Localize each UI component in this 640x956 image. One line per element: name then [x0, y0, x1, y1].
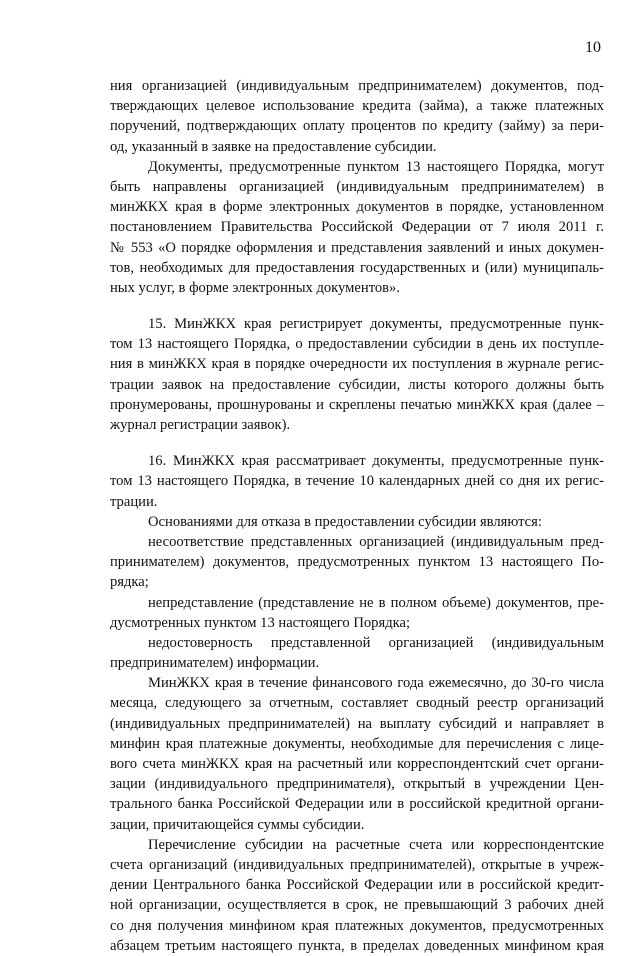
text-line: МинЖКХ края в течение финансового года ежемесячно, до 30-го числа — [148, 675, 604, 692]
text-line: вого счета минЖКХ края на расчетный или корреспондентский счет органи- — [110, 756, 604, 772]
paragraph-gap — [110, 298, 604, 314]
text-line: 16. МинЖКХ края рассматривает документы, предусмотренные пунк- — [148, 453, 604, 470]
text-line: трации. — [110, 493, 158, 510]
text-line: од, указанный в заявке на предоставление субсидии. — [110, 138, 437, 155]
text-line: зации, причитающейся суммы субсидии. — [110, 816, 365, 833]
text-line: том 13 настоящего Порядка, в течение 10 календарных дней со дня их регис- — [110, 473, 604, 490]
text-line: ной организации, осуществляется в срок, не превышающий 3 рабочих дней — [110, 897, 604, 914]
text-line: принимателем) документов, предусмотренных пунктом 13 настоящего По- — [110, 554, 604, 571]
text-line: постановлением Правительства Российской Федерации от 7 июля 2011 г. — [110, 219, 604, 236]
text-line: Документы, предусмотренные пунктом 13 настоящего Порядка, могут — [148, 158, 604, 175]
text-line: Основаниями для отказа в предоставлении субсидии являются: — [148, 513, 542, 530]
text-line: счета организаций (индивидуальных предпринимателей), открытые в учреж- — [110, 856, 604, 873]
text-line: несоответствие представленных организацией (индивидуальным пред- — [148, 533, 604, 550]
text-line: ния организацией (индивидуальным предпринимателем) документов, под- — [110, 78, 604, 94]
text-line: № 553 «О порядке оформления и представления заявлений и иных докумен- — [110, 239, 604, 256]
text-line: Перечисление субсидии на расчетные счета или корреспондентские — [148, 836, 604, 853]
text-line: минЖКХ края в форме электронных документов в порядке, установленном — [110, 199, 604, 216]
text-line: со дня получения минфином края платежных документов, предусмотренных — [110, 917, 604, 934]
text-line: журнал регистрации заявок). — [110, 417, 291, 433]
text-line: непредставление (представление не в полном объеме) документов, пре- — [148, 594, 604, 611]
text-line: ных услуг, в форме электронных документов». — [110, 279, 401, 296]
text-line: 15. МинЖКХ края регистрирует документы, предусмотренные пунк- — [148, 316, 604, 333]
text-line: тверждающих целевое использование кредита (займа), а также платежных — [110, 98, 604, 115]
text-line: трального банка Российской Федерации или в российской кредитной органи- — [110, 796, 604, 813]
text-line: трации заявок на предоставление субсидии, листы которого должны быть — [110, 376, 604, 393]
paragraph-gap — [110, 435, 604, 451]
text-line: ния в минЖКХ края в порядке очередности их поступления в журнале регис- — [110, 356, 604, 373]
document-body — [110, 76, 604, 956]
text-line: дении Центрального банка Российской Федерации или в российской кредит- — [110, 877, 604, 894]
text-line: (индивидуальных предпринимателей) на выплату субсидий и направляет в — [110, 715, 604, 732]
text-line: быть направлены организацией (индивидуальным предпринимателем) в — [110, 178, 604, 195]
text-line: пронумерованы, прошнурованы и скреплены печатью минЖКХ края (далее – — [110, 396, 604, 413]
text-line: минфин края платежные документы, необходимые для перечисления с лице- — [110, 735, 604, 752]
text-line: недостоверность представленной организацией (индивидуальным — [148, 634, 604, 651]
text-line: дусмотренных пунктом 13 настоящего Порядка; — [110, 614, 411, 631]
text-line: абзацем третьим настоящего пункта, в пределах доведенных минфином края — [110, 937, 604, 954]
text-line: том 13 настоящего Порядка, о предоставлении субсидии в день их поступле- — [110, 336, 604, 353]
text-line: месяца, следующего за отчетным, составляет сводный реестр организаций — [110, 695, 604, 712]
text-line: тов, необходимых для предоставления государственных и (или) муниципаль- — [110, 259, 604, 276]
text-line: поручений, подтверждающих оплату процентов по кредиту (займу) за пери- — [110, 118, 604, 135]
text-line: зации (индивидуального предпринимателя), открытый в учреждении Цен- — [110, 776, 604, 793]
text-line: рядка; — [110, 574, 149, 591]
page-number: 10 — [585, 39, 601, 56]
text-line: предпринимателем) информации. — [110, 655, 320, 672]
